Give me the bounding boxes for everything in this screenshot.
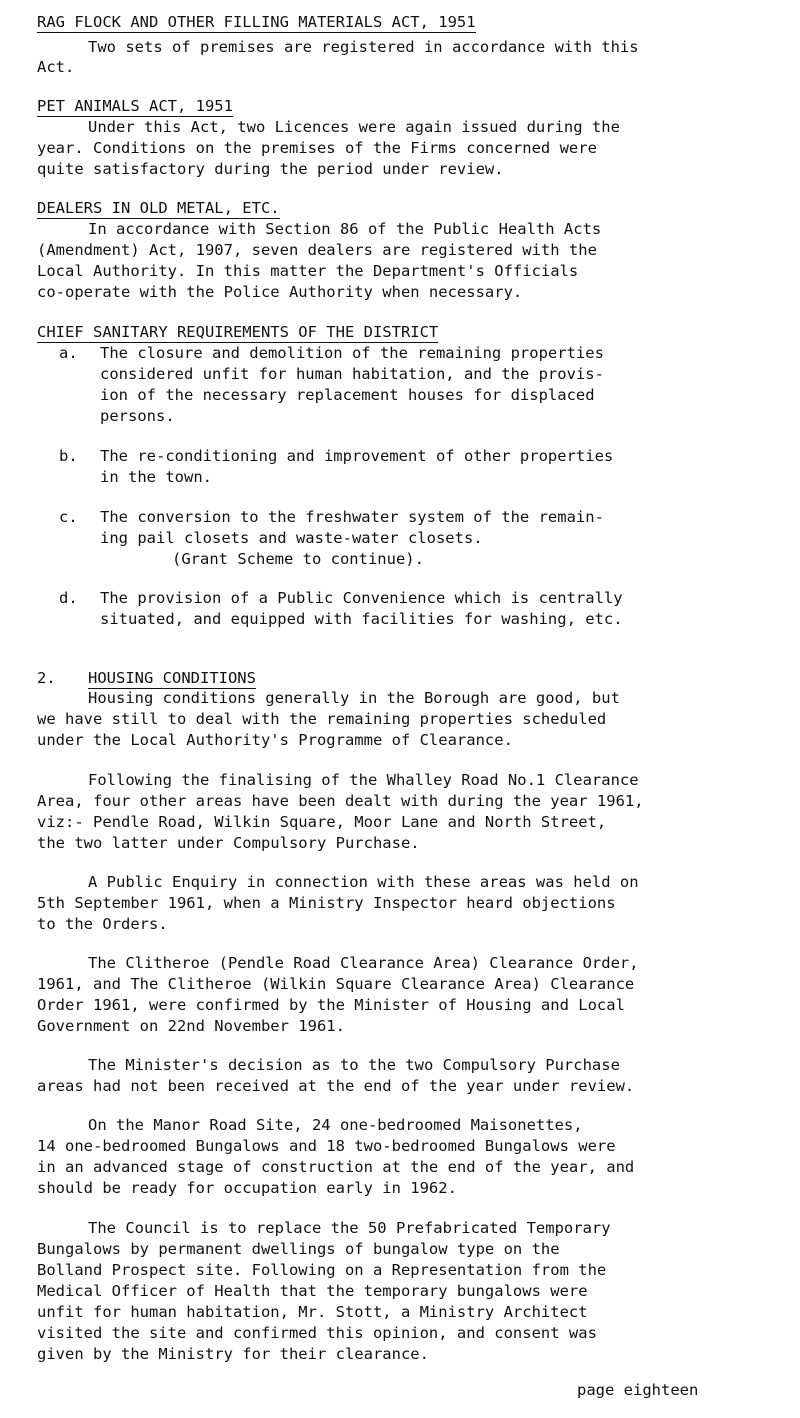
body-line: Order 1961, were confirmed by the Minister of Housing and Local bbox=[37, 996, 625, 1014]
item-line: ing pail closets and waste-water closets. bbox=[100, 529, 483, 547]
body-line: Housing conditions generally in the Borough are good, but bbox=[88, 689, 620, 707]
item-line: The closure and demolition of the remaining properties bbox=[100, 344, 604, 362]
item-line: situated, and equipped with facilities for washing, etc. bbox=[100, 610, 623, 628]
body-line: The Council is to replace the 50 Prefabricated Temporary bbox=[88, 1219, 611, 1237]
body-line: Under this Act, two Licences were again issued during the bbox=[88, 118, 620, 136]
body-line: On the Manor Road Site, 24 one-bedroomed Maisonettes, bbox=[88, 1116, 583, 1134]
item-line: ion of the necessary replacement houses for displaced bbox=[100, 386, 595, 404]
body-line: given by the Ministry for their clearance. bbox=[37, 1345, 429, 1363]
body-line: A Public Enquiry in connection with these areas was held on bbox=[88, 873, 639, 891]
body-line: 14 one-bedroomed Bungalows and 18 two-bedroomed Bungalows were bbox=[37, 1137, 616, 1155]
body-line: the two latter under Compulsory Purchase. bbox=[37, 834, 420, 852]
item-line: (Grant Scheme to continue). bbox=[172, 550, 424, 568]
body-line: Government on 22nd November 1961. bbox=[37, 1017, 345, 1035]
body-line: Two sets of premises are registered in accordance with this bbox=[88, 38, 639, 56]
body-line: areas had not been received at the end of the year under review. bbox=[37, 1077, 635, 1095]
item-line: persons. bbox=[100, 407, 175, 425]
body-line: unfit for human habitation, Mr. Stott, a Ministry Architect bbox=[37, 1303, 588, 1321]
body-line: 1961, and The Clitheroe (Wilkin Square Clearance Area) Clearance bbox=[37, 975, 635, 993]
body-line: visited the site and confirmed this opinion, and consent was bbox=[37, 1324, 597, 1342]
section-heading: PET ANIMALS ACT, 1951 bbox=[37, 97, 233, 115]
body-line: under the Local Authority's Programme of Clearance. bbox=[37, 731, 513, 749]
item-label: d. bbox=[59, 589, 78, 607]
body-line: should be ready for occupation early in 1962. bbox=[37, 1179, 457, 1197]
body-line: in an advanced stage of construction at the end of the year, and bbox=[37, 1158, 635, 1176]
body-line: Medical Officer of Health that the temporary bungalows were bbox=[37, 1282, 588, 1300]
body-line: quite satisfactory during the period under review. bbox=[37, 160, 504, 178]
body-line: In accordance with Section 86 of the Public Health Acts bbox=[88, 220, 602, 238]
item-line: considered unfit for human habitation, and the provis- bbox=[100, 365, 604, 383]
body-line: The Clitheroe (Pendle Road Clearance Area) Clearance Order, bbox=[88, 954, 639, 972]
item-line: The re-conditioning and improvement of other properties bbox=[100, 447, 614, 465]
body-line: Bolland Prospect site. Following on a Representation from the bbox=[37, 1261, 607, 1279]
item-line: in the town. bbox=[100, 468, 212, 486]
body-line: co-operate with the Police Authority when necessary. bbox=[37, 283, 523, 301]
body-line: Act. bbox=[37, 58, 75, 76]
body-line: we have still to deal with the remaining properties scheduled bbox=[37, 710, 607, 728]
body-line: The Minister's decision as to the two Compulsory Purchase bbox=[88, 1056, 620, 1074]
body-line: Area, four other areas have been dealt with during the year 1961, bbox=[37, 792, 644, 810]
item-label: b. bbox=[59, 447, 78, 465]
body-line: Following the finalising of the Whalley Road No.1 Clearance bbox=[88, 771, 639, 789]
body-line: to the Orders. bbox=[37, 915, 168, 933]
item-line: The conversion to the freshwater system of the remain- bbox=[100, 508, 604, 526]
body-line: year. Conditions on the premises of the Firms concerned were bbox=[37, 139, 597, 157]
section-heading: RAG FLOCK AND OTHER FILLING MATERIALS ACT, 1951 bbox=[37, 13, 476, 31]
body-line: viz:- Pendle Road, Wilkin Square, Moor Lane and North Street, bbox=[37, 813, 607, 831]
section-heading: CHIEF SANITARY REQUIREMENTS OF THE DISTRICT bbox=[37, 323, 439, 341]
body-line: Bungalows by permanent dwellings of bungalow type on the bbox=[37, 1240, 560, 1258]
body-line: Local Authority. In this matter the Department's Officials bbox=[37, 262, 579, 280]
body-line: (Amendment) Act, 1907, seven dealers are registered with the bbox=[37, 241, 597, 259]
item-label: c. bbox=[59, 508, 78, 526]
section-heading: DEALERS IN OLD METAL, ETC. bbox=[37, 199, 280, 217]
item-label: a. bbox=[59, 344, 78, 362]
body-line: 5th September 1961, when a Ministry Inspector heard objections bbox=[37, 894, 616, 912]
item-line: The provision of a Public Convenience which is centrally bbox=[100, 589, 623, 607]
section-heading: HOUSING CONDITIONS bbox=[88, 669, 256, 687]
section-number: 2. bbox=[37, 669, 56, 687]
page-number: page eighteen bbox=[577, 1381, 699, 1399]
